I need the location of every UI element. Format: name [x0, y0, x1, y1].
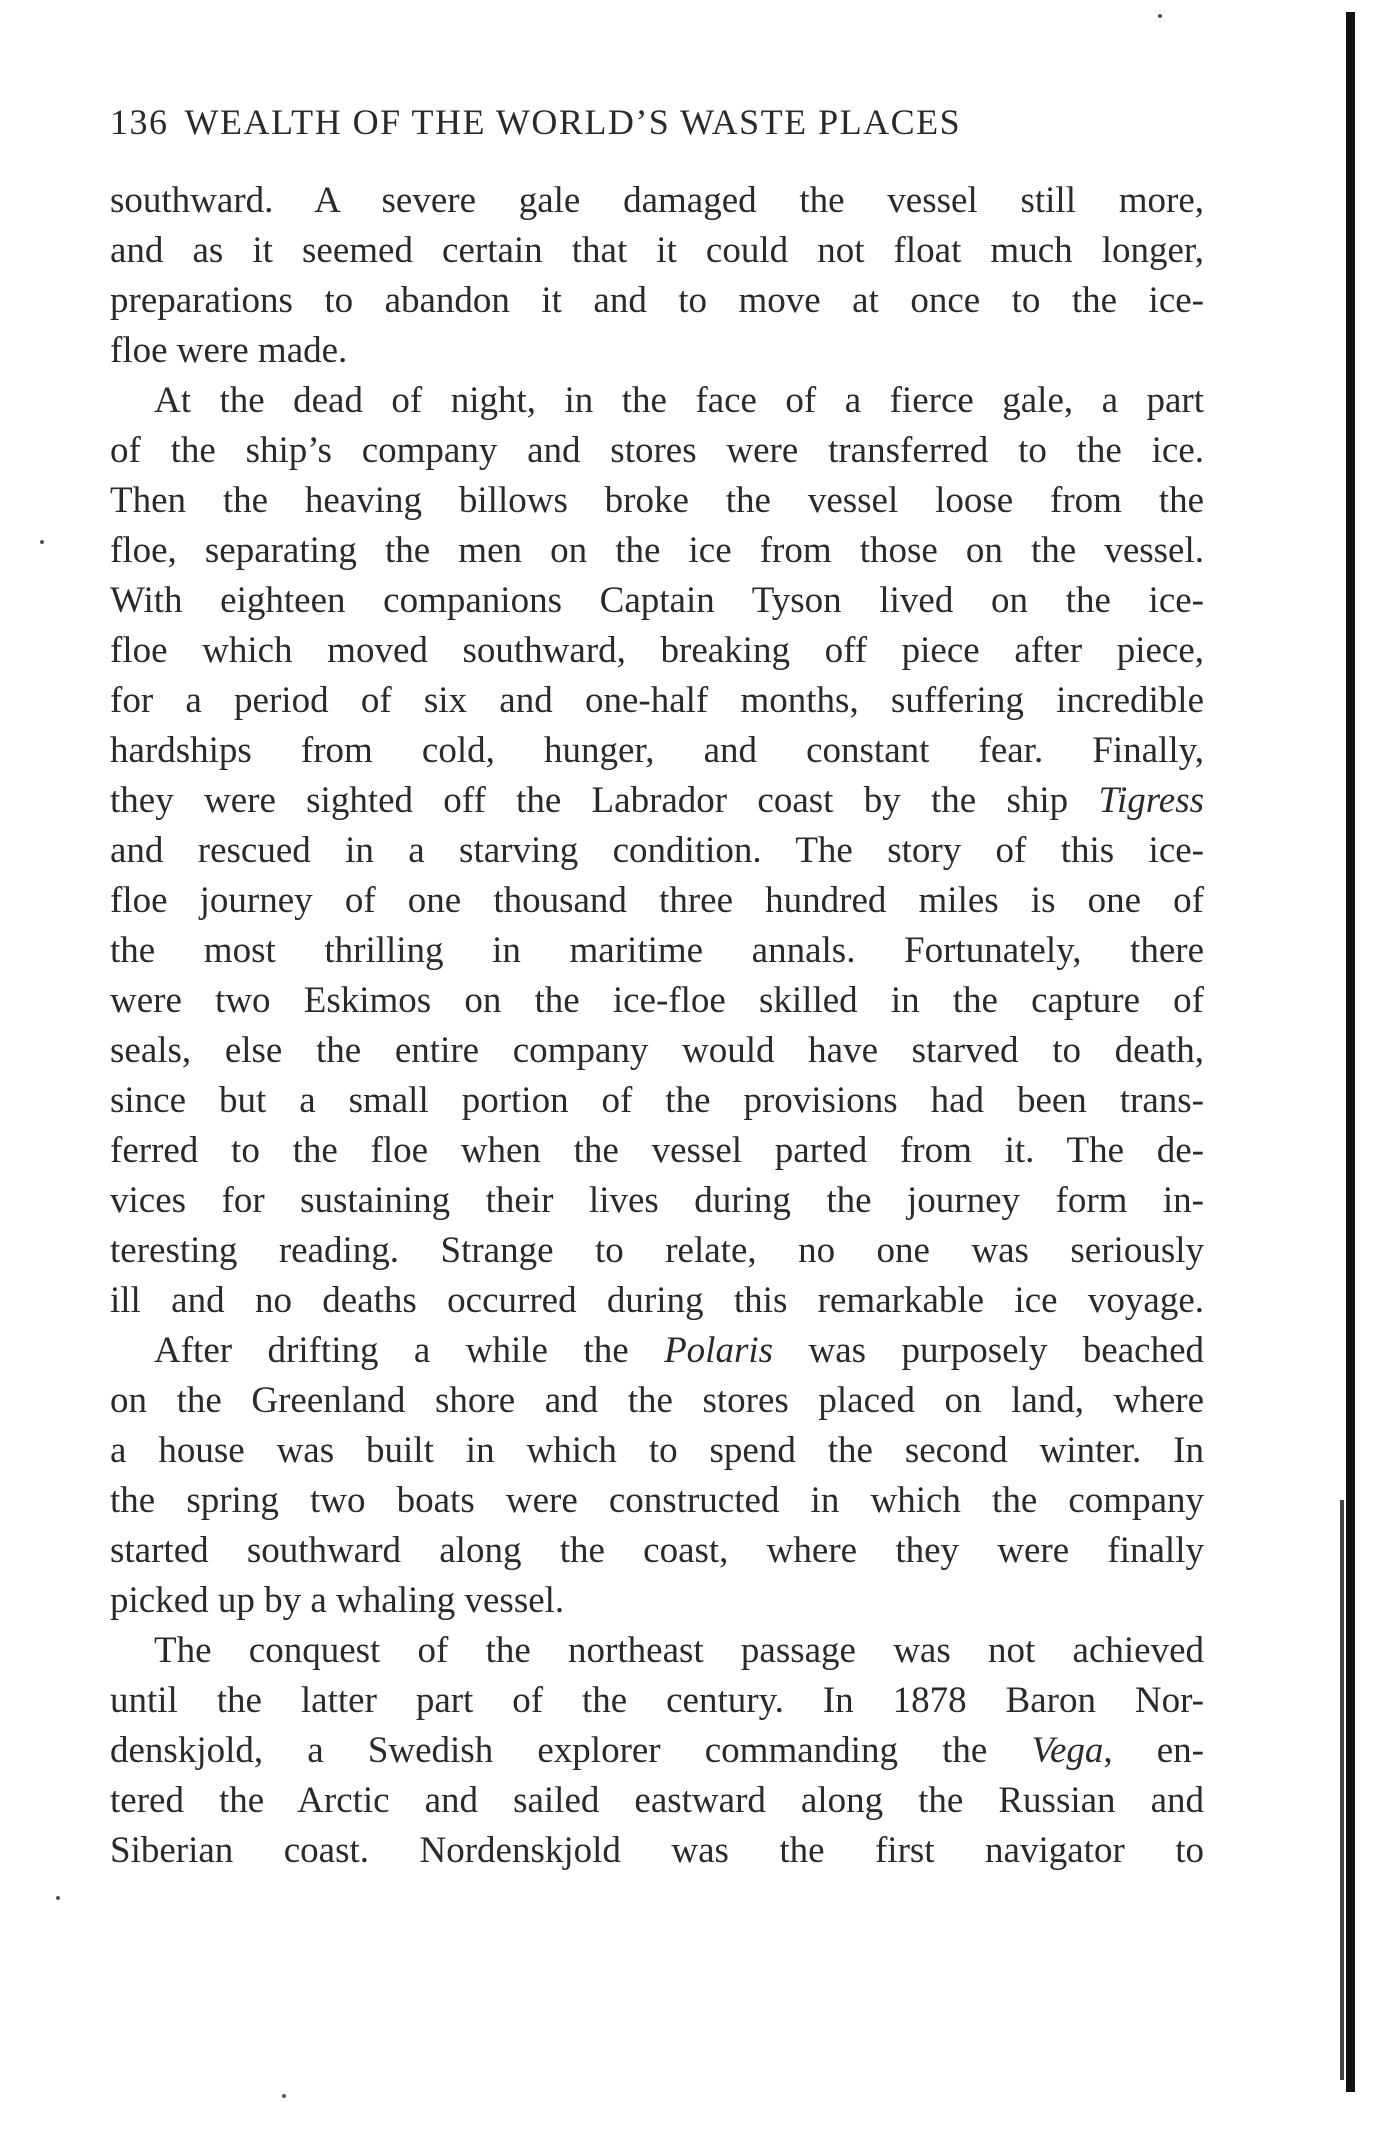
text-line: hardships from cold, hunger, and constant fear. Finally,	[110, 730, 1204, 771]
paragraph-4	[110, 1626, 1204, 1876]
text-line: and rescued in a starving condition. The story of this ice-	[110, 830, 1204, 871]
text-line: The conquest of the northeast passage was not achieved	[154, 1630, 1204, 1671]
text-line: the most thrilling in maritime annals. Fortunately, there	[110, 930, 1204, 971]
paragraph-1	[110, 176, 1204, 376]
scan-speck	[40, 540, 44, 544]
text-line: Siberian coast. Nordenskjold was the first navigator to	[110, 1830, 1204, 1871]
text-line: seals, else the entire company would have starved to death,	[110, 1030, 1204, 1071]
text-line: teresting reading. Strange to relate, no one was seriously	[110, 1230, 1204, 1271]
text-line: ferred to the floe when the vessel parted from it. The de-	[110, 1130, 1204, 1171]
text-line: for a period of six and one-half months, suffering incredible	[110, 680, 1204, 721]
scan-speck	[56, 1896, 60, 1900]
text-line: and as it seemed certain that it could not float much longer,	[110, 230, 1204, 271]
text-line: floe journey of one thousand three hundred miles is one of	[110, 880, 1204, 921]
text-line: until the latter part of the century. In 1878 Baron Nor-	[110, 1680, 1204, 1721]
text-line: At the dead of night, in the face of a fierce gale, a part	[154, 380, 1204, 421]
text-line: denskjold, a Swedish explorer commanding the Vega, en-	[110, 1730, 1204, 1771]
scan-edge-secondary	[1340, 1500, 1344, 2080]
text-line: were two Eskimos on the ice-floe skilled in the capture of	[110, 980, 1204, 1021]
text-line: floe which moved southward, breaking off piece after piece,	[110, 630, 1204, 671]
text-line: of the ship’s company and stores were transferred to the ice.	[110, 430, 1204, 471]
text-line: since but a small portion of the provisions had been trans-	[110, 1080, 1204, 1121]
text-line: Then the heaving billows broke the vessel loose from the	[110, 480, 1204, 521]
body-text	[110, 176, 1204, 1876]
text-line: vices for sustaining their lives during the journey form in-	[110, 1180, 1204, 1221]
ship-name: Tigress	[1098, 780, 1204, 821]
ship-name: Vega	[1031, 1730, 1104, 1771]
text-line: floe, separating the men on the ice from those on the vessel.	[110, 530, 1204, 571]
paragraph-2	[110, 376, 1204, 1326]
paragraph-3	[110, 1326, 1204, 1626]
text-line: With eighteen companions Captain Tyson lived on the ice-	[110, 580, 1204, 621]
page-number: 136	[110, 102, 169, 142]
text-line: started southward along the coast, where they were finally	[110, 1530, 1204, 1571]
text-line: the spring two boats were constructed in which the company	[110, 1480, 1204, 1521]
scan-speck	[1158, 14, 1162, 18]
text-line: preparations to abandon it and to move at once to the ice-	[110, 280, 1204, 321]
running-head	[110, 98, 961, 146]
text-line: After drifting a while the Polaris was purposely beached	[154, 1330, 1204, 1371]
text-line: picked up by a whaling vessel.	[110, 1580, 565, 1621]
ship-name: Polaris	[664, 1330, 774, 1371]
text-line: a house was built in which to spend the second winter. In	[110, 1430, 1204, 1471]
scan-speck	[282, 2094, 286, 2098]
scan-edge-shadow	[1346, 12, 1355, 2092]
text-line: on the Greenland shore and the stores placed on land, where	[110, 1380, 1204, 1421]
text-line: southward. A severe gale damaged the vessel still more,	[110, 180, 1204, 221]
text-line: tered the Arctic and sailed eastward along the Russian and	[110, 1780, 1204, 1821]
text-line: they were sighted off the Labrador coast by the ship Tigress	[110, 780, 1204, 821]
text-line: ill and no deaths occurred during this remarkable ice voyage.	[110, 1280, 1204, 1321]
text-line: floe were made.	[110, 330, 348, 371]
running-title: WEALTH OF THE WORLD’S WASTE PLACES	[184, 102, 962, 142]
